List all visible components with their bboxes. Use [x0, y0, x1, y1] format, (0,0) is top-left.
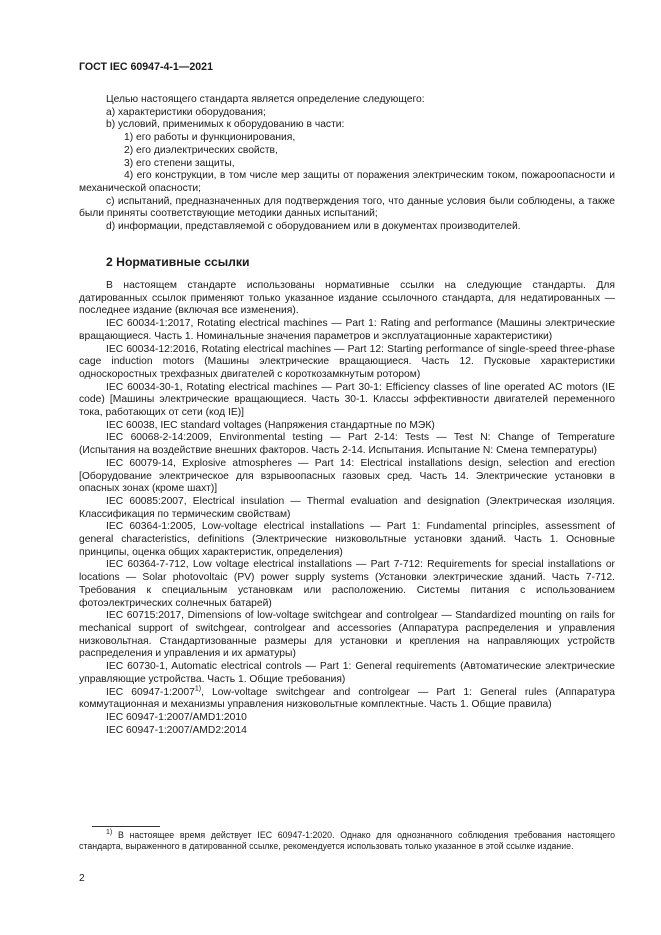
scope-subitem-1: 1) его работы и функционирования,: [124, 132, 296, 144]
scope-item-c: c) испытаний, предназначенных для подтверждения того, что данные условия были соблюдены, а также были приняты соответствующие методики данных испытаний;: [79, 195, 615, 220]
reference-text: , Low-voltage switchgear and controlgear — Part 1: General rules (Аппаратура коммутационная и механизмы управления низковольтные комплектные. Часть 1. Общие правила): [79, 686, 615, 711]
footnote-number: 1): [106, 829, 113, 837]
reference-item: IEC 60079-14, Explosive atmospheres — Part 14: Electrical installations design, selection and erection [Оборудование электрическое для взрывоопасных газовых сред. Часть 14. Электрические установки в опасных зонах (кроме шахт)]: [79, 457, 615, 495]
scope-block: [79, 94, 615, 234]
reference-item: IEC 60068-2-14:2009, Environmental testing — Part 2-14: Tests — Test N: Change of Temperature (Испытания на воздействие внешних факторов. Часть 2-14. Испытания. Испытание N: Смена температуры): [79, 432, 615, 457]
document-header: ГОСТ IEC 60947-4-1—2021: [79, 61, 213, 73]
reference-item: IEC 60034-12:2016, Rotating electrical machines — Part 12: Starting performance of single-speed three-phase cage induction motors (Машины электрические вращающиеся. Часть 12. Пусковые характеристики односкоростных трехфазных двигателей с короткозамкнутым ротором): [79, 343, 615, 380]
scope-lead: Целью настоящего стандарта является определение следующего:: [106, 94, 425, 105]
footnote: [79, 830, 615, 852]
scope-subitem-4: 4) его конструкции, в том числе мер защиты от поражения электрическим током, пожароопасности и механической опасности;: [79, 170, 615, 194]
page-number: 2: [79, 873, 85, 884]
reference-item: IEC 60034-30-1, Rotating electrical machines — Part 30-1: Efficiency classes of line operated AC motors (IE code) [Машины электрические вращающиеся. Часть 30-1. Классы эффективности двигателей переменного тока, работающих от сети (код IE)]: [79, 381, 615, 419]
reference-item: IEC 60085:2007, Electrical insulation — Thermal evaluation and designation (Электрическая изоляция. Классификация по термическим свойствам): [79, 495, 615, 520]
references-intro: В настоящем стандарте использованы нормативные ссылки на следующие стандарты. Для датированных ссылок применяют только указанное издание ссылочного стандарта, для недатированных — последнее издание (включая все изменения).: [79, 280, 615, 317]
reference-item: IEC 60730-1, Automatic electrical controls — Part 1: General requirements (Автоматические электрические управляющие устройства. Часть 1. Общие требования): [79, 661, 615, 685]
reference-item: IEC 60038, IEC standard voltages (Напряжения стандартные по МЭК): [106, 419, 435, 431]
reference-item: IEC 60364-7-712, Low voltage electrical installations — Part 7-712: Requirements for special installations or locations — Solar photovoltaic (PV) power supply systems (Установки электрические зданий. Часть 7-712. Требования к специальным установкам или расположению. Системы питания с использованием фотоэлектрических солнечных батарей): [79, 559, 615, 609]
reference-item: IEC 60715:2017, Dimensions of low-voltage switchgear and controlgear — Standardized mounting on rails for mechanical support of switchgear, controlgear and accessories (Аппаратура распределения и управления низковольтная. Стандартизованные размеры для установки и крепления на направляющих устройств распределения и управления и их арматуры): [79, 610, 615, 660]
section-heading: 2 Нормативные ссылки: [106, 255, 250, 269]
footnote-marker[interactable]: 1): [194, 685, 202, 693]
footnote-divider: [92, 826, 160, 827]
scope-subitem-2: 2) его диэлектрических свойств,: [124, 144, 278, 156]
reference-item: IEC 60034-1:2017, Rotating electrical machines — Part 1: Rating and performance (Машины электрические вращающиеся. Часть 1. Номинальные значения параметров и эксплуатационные характеристики): [79, 318, 615, 342]
reference-code: IEC 60947-1:2007: [106, 686, 195, 698]
footnote-text: В настоящее время действует IEC 60947-1:2020. Однако для однозначного соблюдения требования настоящего стандарта, выраженного в датированной ссылке, рекомендуется использовать только указанное в этой ссылке издание.: [79, 830, 615, 851]
reference-item: IEC 60364-1:2005, Low-voltage electrical installations — Part 1: Fundamental principles, assessment of general characteristics, definitions (Электрические низковольтные установки зданий. Часть 1. Основные принципы, оценка общих характеристик, определения): [79, 521, 615, 558]
scope-item-a: a) характеристики оборудования;: [106, 106, 266, 118]
scope-item-b: b) условий, применимых к оборудованию в части:: [106, 119, 345, 131]
scope-item-d: d) информации, представляемой с оборудованием или в документах производителей.: [106, 221, 521, 233]
reference-item-iec-60947-1: [79, 687, 615, 712]
reference-item-amd1: IEC 60947-1:2007/AMD1:2010: [106, 711, 247, 723]
reference-item-amd2: IEC 60947-1:2007/AMD2:2014: [106, 724, 247, 736]
normative-references: [79, 280, 615, 737]
scope-subitem-3: 3) его степени защиты,: [124, 157, 235, 169]
